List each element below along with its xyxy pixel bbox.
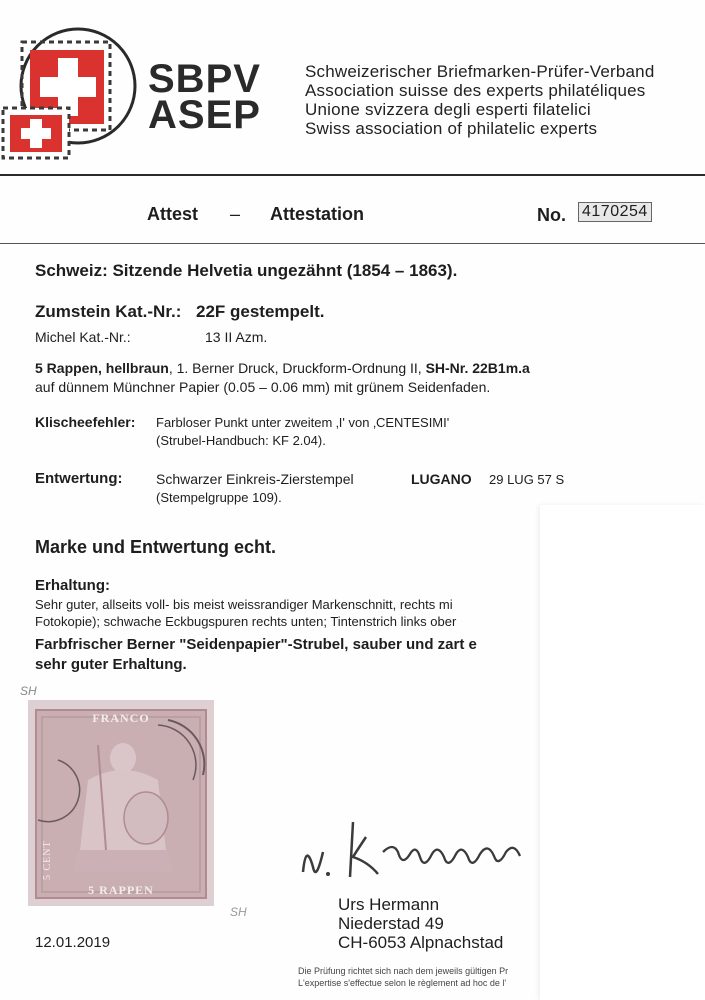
footer-line-2: L'expertise s'effectue selon le règlement ad hoc de l' [298, 978, 507, 988]
michel-label: Michel Kat.-Nr.: [35, 329, 131, 345]
condition-summary-2: sehr guter Erhaltung. [35, 656, 187, 673]
org-name-fr: Association suisse des experts philatéliques [305, 81, 646, 100]
title-attestation: Attestation [270, 204, 364, 224]
description-line-2: auf dünnem Münchner Papier (0.05 – 0.06 mm) mit grünem Seidenfaden. [35, 379, 491, 395]
zumstein-value: 22F gestempelt. [196, 302, 325, 321]
certificate-no-label: No. [537, 205, 566, 225]
condition-summary-1: Farbfrischer Berner "Seidenpapier"-Strubel, sauber und zart e [35, 636, 477, 653]
header-divider [0, 174, 705, 176]
description-print: , 1. Berner Druck, Druckform-Ordnung II, [168, 360, 426, 376]
issue-date: 12.01.2019 [35, 934, 111, 951]
genuine-statement: Marke und Entwertung echt. [35, 537, 277, 557]
expert-mark-top: SH [20, 684, 37, 698]
signer-name: Urs Hermann [338, 895, 440, 914]
handwritten-signature-icon [298, 812, 538, 892]
cancellation-date: 29 LUG 57 S [489, 472, 565, 487]
plate-flaw-line-2: (Strubel-Handbuch: KF 2.04). [156, 433, 326, 448]
description-sh-number: SH-Nr. 22B1m.a [425, 360, 530, 376]
stamp-title: Schweiz: Sitzende Helvetia ungezähnt (1854 – 1863). [35, 261, 458, 280]
condition-line-2: Fotokopie); schwache Eckbugspuren rechts unten; Tintenstrich links ober [35, 614, 457, 629]
signer-city: CH-6053 Alpnachstad [338, 933, 504, 952]
cancellation-line-2: (Stempelgruppe 109). [156, 490, 282, 505]
plate-flaw-label: Klischeefehler: [35, 414, 136, 430]
logo-text-sbpv: SBPV [148, 57, 261, 101]
condition-label: Erhaltung: [35, 577, 110, 594]
cancellation-place: LUGANO [411, 471, 472, 487]
org-name-en: Swiss association of philatelic experts [305, 119, 598, 138]
sbpv-logo-icon [0, 20, 150, 170]
title-dash: – [230, 204, 241, 224]
cancellation-text: Schwarzer Einkreis-Zierstempel [156, 471, 354, 487]
signer-street: Niederstad 49 [338, 914, 444, 933]
postage-stamp-image [28, 700, 214, 906]
stamp-side-text: 5 CENT [42, 840, 53, 880]
stamp-bottom-text: 5 RAPPEN [88, 883, 154, 897]
expert-mark-bottom: SH [230, 905, 247, 919]
cancellation-label: Entwertung: [35, 470, 123, 487]
org-name-it: Unione svizzera degli esperti filatelici [305, 100, 591, 119]
footer-line-1: Die Prüfung richtet sich nach dem jeweils gültigen Pr [298, 966, 509, 976]
description-denomination: 5 Rappen, hellbraun [35, 360, 169, 376]
title-attest: Attest [147, 204, 199, 224]
condition-line-1: Sehr guter, allseits voll- bis meist weissrandiger Markenschnitt, rechts mi [35, 597, 453, 612]
stamp-top-text: FRANCO [92, 711, 150, 725]
plate-flaw-line-1: Farbloser Punkt unter zweitem ‚I' von ‚CENTESIMI' [156, 415, 450, 430]
michel-value: 13 II Azm. [205, 329, 268, 345]
logo-text-asep: ASEP [148, 93, 261, 137]
description-line-1 [35, 360, 530, 376]
zumstein-label: Zumstein Kat.-Nr.: [35, 302, 182, 321]
certificate-number: 4170254 [578, 202, 652, 222]
covering-paper-strip [540, 505, 705, 1000]
title-divider [0, 243, 705, 244]
org-name-de: Schweizerischer Briefmarken-Prüfer-Verband [305, 62, 655, 81]
